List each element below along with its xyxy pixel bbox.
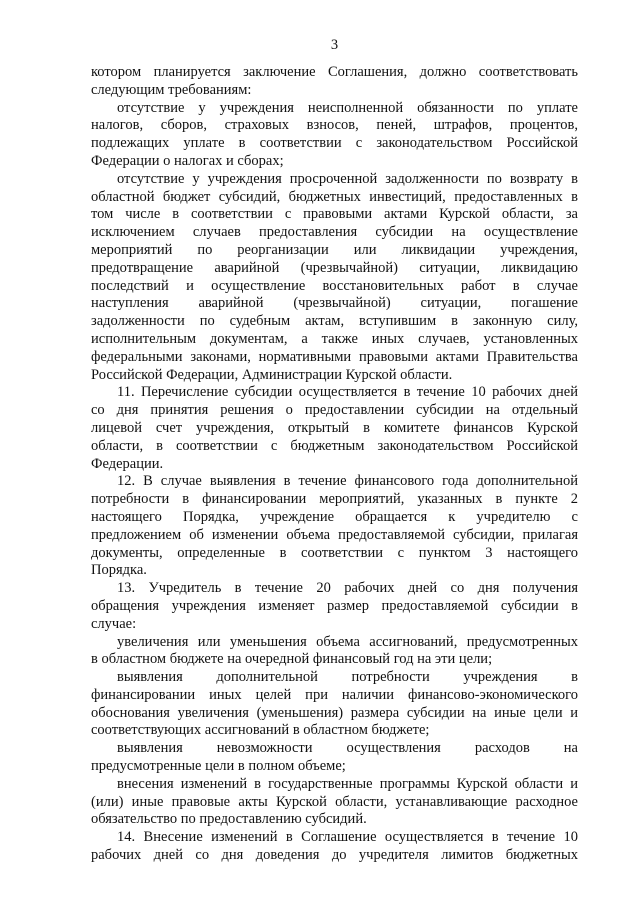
text-line: выявления невозможности осуществления расходов на — [117, 740, 578, 757]
text-line: последствий и осуществление восстановительных работ в случае — [91, 277, 578, 294]
text-line: соответствующих ассигнований в областном бюджете; — [91, 722, 430, 739]
paragraph — [91, 100, 578, 171]
text-line: предусмотренные цели в полном объеме; — [91, 758, 346, 775]
text-line: задолженности по судебным актам, вступившим в законную силу, — [91, 313, 578, 330]
paragraph — [91, 64, 578, 100]
text-line: исполнительным документам, а также иных случаев, установленных — [91, 330, 578, 347]
paragraph — [91, 740, 578, 776]
text-line: 12. В случае выявления в течение финансового года дополнительной — [117, 473, 578, 490]
text-line: наступления аварийной (чрезвычайной) ситуации, погашение — [91, 295, 578, 312]
text-line: предложением об изменении объема предоставляемой субсидии, прилагая — [91, 526, 578, 543]
text-line: 14. Внесение изменений в Соглашение осуществляется в течение 10 — [117, 829, 578, 846]
text-line: увеличения или уменьшения объема ассигнований, предусмотренных — [117, 633, 578, 650]
text-line: 13. Учредитель в течение 20 рабочих дней со дня получения — [117, 580, 578, 597]
text-line: мероприятий по реорганизации или ликвидации учреждения, — [91, 241, 578, 258]
text-line: том числе в соответствии с правовыми актами Курской области, за — [91, 206, 578, 223]
paragraph — [91, 776, 578, 829]
text-line: Федерации о налогах и сборах; — [91, 152, 284, 169]
text-line: обоснования увеличения (уменьшения) размера субсидии на иные цели и — [91, 704, 578, 721]
paragraph — [91, 384, 578, 473]
paragraph — [91, 634, 578, 670]
text-line: обязательство по предоставлению субсидий. — [91, 811, 367, 828]
page-number: 3 — [330, 37, 339, 53]
text-line: федеральными законами, нормативными правовыми актами Правительства — [91, 348, 578, 365]
paragraph — [91, 473, 578, 580]
text-line: Порядка. — [91, 562, 147, 579]
text-line: областной бюджет субсидий, бюджетных инвестиций, предоставленных в — [91, 188, 578, 205]
document-body — [91, 64, 578, 865]
text-line: внесения изменений в государственные программы Курской области и — [117, 775, 578, 792]
text-line: финансировании иных целей при наличии финансово-экономического — [91, 686, 578, 703]
text-line: налогов, сборов, страховых взносов, пеней, штрафов, процентов, — [91, 117, 578, 134]
text-line: (или) иные правовые акты Курской области, устанавливающие расходное — [91, 793, 578, 810]
text-line: потребности в финансировании мероприятий, указанных в пункте 2 — [91, 491, 578, 508]
text-line: со дня принятия решения о предоставлении субсидии на отдельный — [91, 402, 578, 419]
paragraph — [91, 669, 578, 740]
paragraph — [91, 580, 578, 633]
text-line: отсутствие у учреждения просроченной задолженности по возврату в — [117, 170, 578, 187]
text-line: Российской Федерации, Администрации Курской области. — [91, 366, 453, 383]
text-line: настоящего Порядка, учреждение обращается к учредителю с — [91, 508, 578, 525]
paragraph — [91, 171, 578, 385]
text-line: отсутствие у учреждения неисполненной обязанности по уплате — [117, 99, 578, 116]
text-line: котором планируется заключение Соглашения, должно соответствовать — [91, 64, 578, 80]
text-line: документы, определенные в соответствии с пунктом 3 настоящего — [91, 544, 578, 561]
text-line: следующим требованиям: — [91, 81, 252, 98]
text-line: исключением случаев предоставления субсидии на осуществление — [91, 224, 578, 241]
text-line: подлежащих уплате в соответствии с законодательством Российской — [91, 135, 578, 152]
text-line: рабочих дней со дня доведения до учредителя лимитов бюджетных — [91, 847, 578, 864]
text-line: выявления дополнительной потребности учреждения в — [117, 669, 578, 686]
text-line: в областном бюджете на очередной финансовый год на эти цели; — [91, 651, 493, 668]
text-line: области, в соответствии с бюджетным законодательством Российской — [91, 437, 578, 454]
text-line: обращения учреждения изменяет размер предоставляемой субсидии в — [91, 597, 578, 614]
paragraph — [91, 829, 578, 865]
text-line: 11. Перечисление субсидии осуществляется в течение 10 рабочих дней — [117, 384, 578, 401]
text-line: Федерации. — [91, 455, 164, 472]
text-line: лицевой счет учреждения, открытый в комитете финансов Курской — [91, 419, 578, 436]
text-line: предотвращение аварийной (чрезвычайной) ситуации, ликвидацию — [91, 259, 578, 276]
text-line: случае: — [91, 615, 137, 632]
